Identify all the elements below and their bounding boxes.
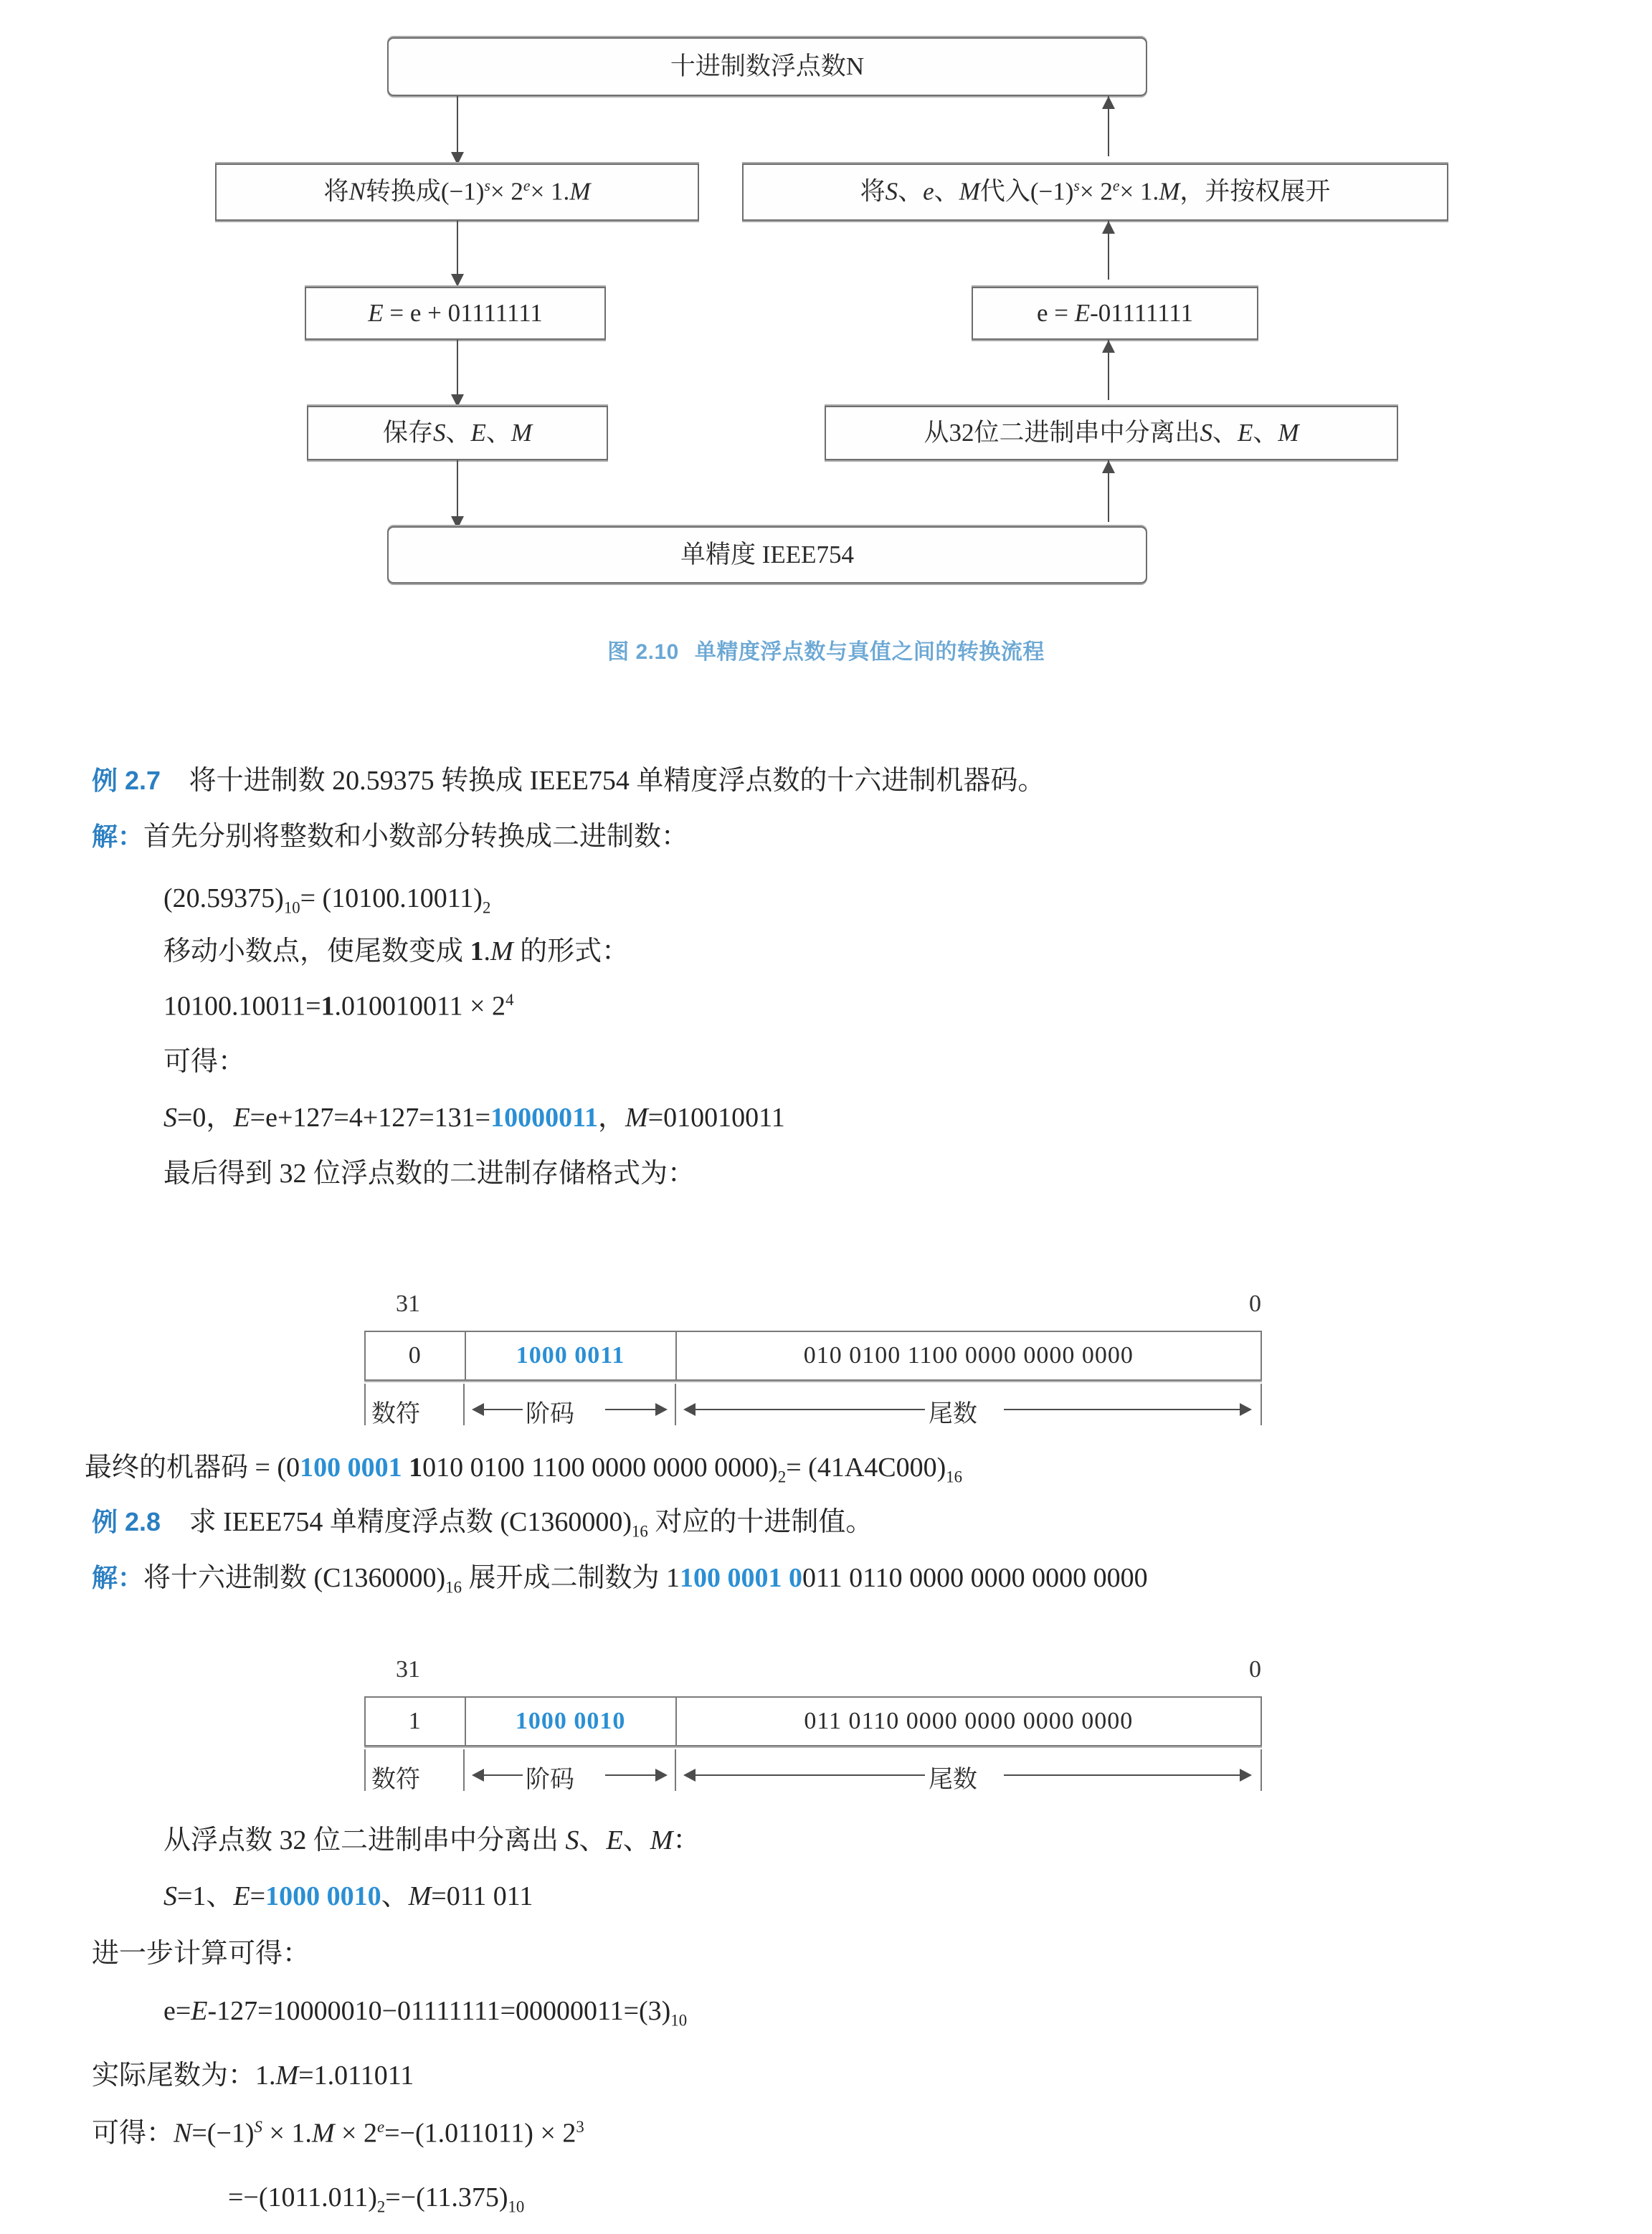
bitfield-2-label-sign: 数符 xyxy=(371,1767,420,1793)
conv-left-sub: 10 xyxy=(283,898,300,917)
flowchart-box-top-label: 十进制数浮点数N xyxy=(670,52,865,80)
line-sem-values-28: S=1、E=1000 0010、M=011 011 xyxy=(163,1881,533,1911)
machine-code-blue: 100 0001 xyxy=(300,1453,409,1483)
bitfield-2-mant-arrow-right xyxy=(1240,1769,1252,1782)
bitfield-2-expo-arrow-right xyxy=(655,1769,668,1782)
machine-code-eq: = (41A4C000) xyxy=(786,1453,946,1483)
machine-code-pre: 最终的机器码 = (0 xyxy=(85,1453,300,1483)
bitfield-2-table xyxy=(364,1696,1262,1746)
bitfield-1-bit-0: 0 xyxy=(1249,1291,1261,1317)
bitfield-2-mant-line-right xyxy=(1004,1774,1240,1776)
example-28-statement-pre: 求 IEEE754 单精度浮点数 (C1360000) xyxy=(189,1507,632,1537)
line-further-calc xyxy=(92,1940,310,1967)
bitfield-1-tick-left xyxy=(364,1384,366,1425)
bitfield-2-mant-line-left xyxy=(696,1774,925,1776)
figure-caption-number: 图 2.10 xyxy=(607,640,679,664)
bitfield-2-exponent-cell: 1000 0010 xyxy=(465,1698,675,1745)
line-shift-point: 移动小数点，使尾数变成 1.M 的形式： xyxy=(163,936,630,966)
machine-code-mid: 010 0100 1100 0000 0000 0000) xyxy=(422,1453,778,1483)
line-separate-sem: 从浮点数 32 位二进制串中分离出 S、E、M： xyxy=(163,1825,701,1855)
flowchart-box-right-1 xyxy=(742,163,1448,221)
bitfield-2-tick-right xyxy=(1261,1749,1262,1791)
figure-caption xyxy=(0,634,1652,665)
kede-27-text: 可得： xyxy=(163,1047,246,1077)
arrowhead-up-top xyxy=(1102,96,1115,109)
arrow-top-to-left1 xyxy=(457,96,458,156)
solution-28-blue: 100 0001 0 xyxy=(679,1563,802,1593)
e-calc-sub: 10 xyxy=(670,2011,688,2030)
line-sem-values-27: S=0，E=e+127=4+127=131=10000011，M=010010011 xyxy=(163,1103,785,1133)
bitfield-1-label-mantissa: 尾数 xyxy=(929,1401,977,1427)
bitfield-1-label-exponent: 阶码 xyxy=(526,1401,574,1427)
bitfield-2-bit-0: 0 xyxy=(1249,1656,1261,1683)
bitfield-1-tick-right xyxy=(1261,1384,1262,1425)
exponent-binary-27: 10000011 xyxy=(490,1103,599,1133)
bitfield-1-sign-cell: 0 xyxy=(408,1342,422,1369)
final-intro-27: 最后得到 32 位浮点数的二进制存储格式为： xyxy=(163,1159,696,1189)
solution-28-mid: 展开成二制数为 1 xyxy=(461,1563,680,1593)
arrowhead-up-right3 xyxy=(1102,460,1115,473)
flowchart-box-right-2-label: e = E-01111111 xyxy=(1036,298,1194,327)
bitfield-1-mant-line-left xyxy=(696,1409,925,1410)
flowchart-box-left-3-label: 保存S、E、M xyxy=(382,418,533,447)
flowchart-box-right-3-label: 从32位二进制串中分离出S、E、M xyxy=(924,418,1299,447)
example-27-solution-intro xyxy=(92,823,688,850)
bitfield-1-exponent-cell: 1000 0011 xyxy=(465,1332,675,1379)
bitfield-2-expo-line-left xyxy=(484,1774,523,1776)
figure-caption-text: 单精度浮点数与真值之间的转换流程 xyxy=(694,640,1045,664)
arrowhead-up-right1 xyxy=(1102,221,1115,234)
solution-intro-27: 首先分别将整数和小数部分转换成二进制数： xyxy=(143,822,689,852)
bitfield-1-bit-31: 31 xyxy=(396,1291,420,1317)
conv-right-sub: 2 xyxy=(482,898,491,917)
bitfield-2-label-mantissa: 尾数 xyxy=(929,1767,977,1793)
bitfield-1-table xyxy=(364,1331,1262,1381)
solution-28-sub: 16 xyxy=(445,1578,462,1597)
line-N-result: $=-(1011.011)_2=-(11.375)_{10}$ xyxy=(228,2182,525,2216)
bitfield-2-tick-left xyxy=(364,1749,366,1791)
bitfield-1-tick-expo xyxy=(675,1384,676,1425)
machine-code-sub2: 16 xyxy=(946,1468,963,1486)
arrow-left1-to-left2 xyxy=(457,221,458,280)
solution-28-pre: 将十六进制数 (C1360000) xyxy=(143,1563,446,1593)
further-calc-text: 进一步计算可得： xyxy=(92,1939,310,1969)
norm-c: .010010011 × 2 xyxy=(334,991,506,1022)
solution-label-28: 解： xyxy=(92,1563,144,1592)
line-N-formula: 可得：$N=(-1)^S \times 1.M \times 2^e=-(1.011011) \times 2^3$ xyxy=(92,2118,584,2149)
line-normalized xyxy=(163,992,513,1020)
bitfield-1-mant-line-right xyxy=(1004,1409,1240,1410)
norm-a: 10100.10011= xyxy=(163,991,321,1022)
flowchart-box-bottom-label: 单精度 IEEE754 xyxy=(680,540,855,569)
arrow-left2-to-left3 xyxy=(457,340,458,400)
arrow-left3-to-bottom xyxy=(457,460,458,522)
flowchart-box-right-3 xyxy=(825,406,1398,460)
bitfield-2-expo-line-right xyxy=(605,1774,656,1776)
conversion-flowchart xyxy=(0,0,1652,688)
arrowhead-down-left2 xyxy=(451,274,464,287)
flowchart-box-left-3 xyxy=(307,406,608,460)
line-final-intro-27 xyxy=(163,1160,695,1187)
arrowhead-up-right2 xyxy=(1102,340,1115,353)
example-27-label: 例 2.7 xyxy=(92,766,161,795)
example-27-heading xyxy=(92,767,1045,794)
solution-label-27: 解： xyxy=(92,822,144,851)
bitfield-1-tick-sign xyxy=(463,1384,465,1425)
flowchart-box-left-2-label: E = e + 01111111 xyxy=(368,298,543,327)
bitfield-1-expo-line-right xyxy=(605,1409,656,1410)
bitfield-1-expo-arrow-left xyxy=(472,1403,484,1416)
bitfield-1-expo-arrow-right xyxy=(655,1403,668,1416)
bitfield-1-mant-arrow-right xyxy=(1240,1403,1252,1416)
flowchart-box-top xyxy=(387,37,1147,96)
bitfield-2-mantissa-cell: 011 0110 0000 0000 0000 0000 xyxy=(675,1698,1261,1745)
line-exponent-calc: $e=E-127=10000010-01111111=00000011=(3)_{10}$ xyxy=(163,1996,688,2030)
example-27-statement: 将十进制数 20.59375 转换成 IEEE754 单精度浮点数的十六进制机器码。 xyxy=(189,766,1045,796)
bitfield-2-label-exponent: 阶码 xyxy=(526,1767,574,1793)
bitfield-2-sign-cell: 1 xyxy=(408,1708,422,1734)
example-28-label: 例 2.8 xyxy=(92,1507,161,1536)
bitfield-2-tick-sign xyxy=(463,1749,465,1791)
norm-b: 1 xyxy=(321,991,335,1022)
bitfield-1-mantissa-cell: 010 0100 1100 0000 0000 0000 xyxy=(675,1332,1261,1379)
exponent-binary-28: 1000 0010 xyxy=(265,1881,381,1911)
bitfield-1-mant-arrow-left xyxy=(683,1403,696,1416)
flowchart-box-left-2 xyxy=(305,287,606,340)
line-machine-code: 最终的机器码 = (0100 0001 1010 0100 1100 0000 0000 $0000)_2= (41A4C000)_{16}$ xyxy=(85,1453,963,1486)
bitfield-2-mant-arrow-left xyxy=(683,1769,696,1782)
norm-sup: 4 xyxy=(505,991,514,1009)
flowchart-box-right-1-label: 将S、e、M代入$(-1)^s\times 2^e\times 1.M$，并按权展开 xyxy=(860,177,1331,206)
solution-28-post: 011 0110 0000 0000 0000 0000 xyxy=(802,1563,1148,1593)
conv-eq: = (10100.10011) xyxy=(300,883,483,913)
flowchart-box-bottom xyxy=(387,526,1147,584)
bitfield-1-expo-line-left xyxy=(484,1409,523,1410)
machine-code-sub1: 2 xyxy=(777,1468,787,1486)
line-actual-mantissa: 实际尾数为：1.M=1.011011 xyxy=(92,2060,414,2091)
example-28-solution xyxy=(92,1564,1148,1596)
line-decimal-to-binary xyxy=(163,885,490,916)
example-28-statement-post: 对应的十进制值。 xyxy=(647,1507,873,1537)
bitfield-2-expo-arrow-left xyxy=(472,1769,484,1782)
flowchart-box-left-1 xyxy=(215,163,699,221)
flowchart-box-right-2 xyxy=(972,287,1258,340)
conv-left: (20.59375) xyxy=(163,883,284,913)
line-kede-27 xyxy=(163,1048,245,1075)
example-28-statement-sub: 16 xyxy=(632,1522,648,1541)
bitfield-2-tick-expo xyxy=(675,1749,676,1791)
example-28-heading xyxy=(92,1508,873,1540)
bitfield-1-label-sign: 数符 xyxy=(371,1401,420,1427)
flowchart-box-left-1-label: 将N转换成$(-1)^s\times 2^e\times 1.M$ xyxy=(323,177,591,206)
bitfield-2-bit-31: 31 xyxy=(396,1656,420,1683)
